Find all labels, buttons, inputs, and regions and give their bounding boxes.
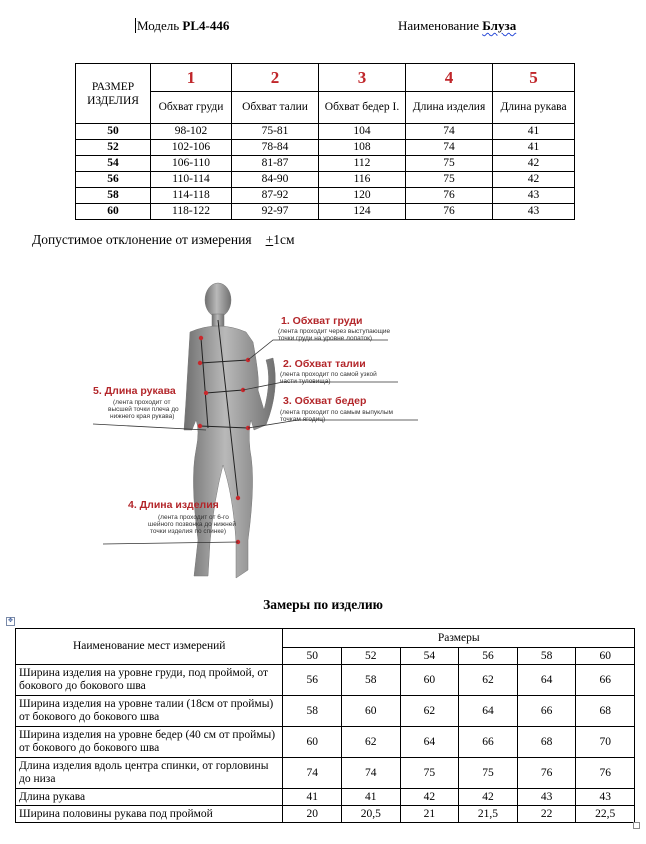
value-cell: 98-102 — [151, 124, 232, 140]
label-chest — [278, 315, 391, 342]
model-value: PL4-446 — [182, 18, 230, 33]
svg-text:нижнего края рукава): нижнего края рукава) — [110, 413, 175, 420]
value-cell: 78-84 — [232, 140, 319, 156]
table-row — [16, 696, 635, 727]
value-cell: 62 — [400, 696, 459, 727]
svg-text:5. Длина рукава: 5. Длина рукава — [93, 385, 176, 397]
value-cell: 41 — [283, 789, 342, 806]
value-cell: 104 — [319, 124, 406, 140]
table-row — [16, 789, 635, 806]
table-row — [16, 758, 635, 789]
size-header-cell: 58 — [517, 648, 576, 665]
size-header-cell: 52 — [342, 648, 401, 665]
size-cell: 54 — [76, 156, 151, 172]
measure-label: Ширина изделия на уровне груди, под проймой, от бокового до бокового шва — [16, 665, 283, 696]
svg-text:(лента проходит через выступаю: (лента проходит через выступающие — [278, 328, 391, 335]
measure-label: Ширина половины рукава под проймой — [16, 806, 283, 823]
size-header-cell: 50 — [283, 648, 342, 665]
col-number: 3 — [319, 64, 406, 92]
value-cell: 42 — [400, 789, 459, 806]
measurements-title: Замеры по изделию — [263, 597, 383, 612]
svg-text:(лента проходит по самым выпук: (лента проходит по самым выпуклым — [280, 409, 393, 416]
size-cell: 60 — [76, 204, 151, 220]
table-row — [76, 140, 575, 156]
value-cell: 66 — [517, 696, 576, 727]
svg-text:4. Длина изделия: 4. Длина изделия — [128, 499, 219, 511]
value-cell: 75-81 — [232, 124, 319, 140]
size-cell: 58 — [76, 188, 151, 204]
value-cell: 102-106 — [151, 140, 232, 156]
measure-label: Длина рукава — [16, 789, 283, 806]
table-resize-handle[interactable] — [633, 822, 640, 829]
col-header: Обхват бедер I. — [319, 92, 406, 124]
measure-label: Длина изделия вдоль центра спинки, от горловины до низа — [16, 758, 283, 789]
value-cell: 20 — [283, 806, 342, 823]
value-cell: 41 — [493, 124, 575, 140]
value-cell: 74 — [283, 758, 342, 789]
svg-text:(лента проходит от: (лента проходит от — [113, 399, 171, 406]
svg-text:(лента проходит от 6-го: (лента проходит от 6-го — [158, 514, 229, 521]
svg-text:шейного позвонка до нижней: шейного позвонка до нижней — [148, 521, 236, 528]
name-value: Блуза — [482, 18, 517, 33]
value-cell: 92-97 — [232, 204, 319, 220]
value-cell: 116 — [319, 172, 406, 188]
svg-text:2. Обхват талии: 2. Обхват талии — [283, 358, 366, 370]
value-cell: 60 — [283, 727, 342, 758]
value-cell: 87-92 — [232, 188, 319, 204]
plus-minus-sign: + — [265, 232, 274, 247]
col-header: Длина рукава — [493, 92, 575, 124]
label-waist — [280, 358, 377, 385]
value-cell: 68 — [517, 727, 576, 758]
value-cell: 75 — [400, 758, 459, 789]
value-cell: 76 — [576, 758, 635, 789]
table-move-handle[interactable]: ✥ — [7, 618, 14, 624]
value-cell: 112 — [319, 156, 406, 172]
value-cell: 42 — [493, 172, 575, 188]
value-cell: 58 — [283, 696, 342, 727]
label-sleeve — [93, 385, 179, 420]
value-cell: 56 — [283, 665, 342, 696]
size-header-cell: 54 — [400, 648, 459, 665]
value-cell: 21,5 — [459, 806, 518, 823]
measure-label: Ширина изделия на уровне талии (18см от проймы) от бокового до бокового шва — [16, 696, 283, 727]
value-cell: 21 — [400, 806, 459, 823]
table-row — [76, 124, 575, 140]
svg-text:точки груди на уровне лопаток): точки груди на уровне лопаток) — [278, 335, 373, 342]
label-length — [128, 499, 236, 535]
svg-text:точкам ягодиц): точкам ягодиц) — [280, 416, 326, 423]
size-corner-header: РАЗМЕР ИЗДЕЛИЯ — [76, 64, 151, 124]
value-cell: 114-118 — [151, 188, 232, 204]
table-row — [76, 156, 575, 172]
table-row — [76, 172, 575, 188]
table-row — [76, 188, 575, 204]
value-cell: 41 — [342, 789, 401, 806]
value-cell: 74 — [406, 124, 493, 140]
col-number: 5 — [493, 64, 575, 92]
value-cell: 76 — [406, 188, 493, 204]
value-cell: 66 — [576, 665, 635, 696]
tolerance-note — [32, 232, 295, 248]
model-line — [135, 18, 229, 34]
value-cell: 120 — [319, 188, 406, 204]
value-cell: 81-87 — [232, 156, 319, 172]
value-cell: 60 — [342, 696, 401, 727]
value-cell: 74 — [342, 758, 401, 789]
col-header: Обхват талии — [232, 92, 319, 124]
svg-text:точки изделия по спинке): точки изделия по спинке) — [150, 528, 227, 535]
tolerance-value: 1см — [273, 232, 295, 247]
measurements-table — [15, 628, 635, 823]
value-cell: 75 — [406, 156, 493, 172]
value-cell: 75 — [459, 758, 518, 789]
size-header-cell: 60 — [576, 648, 635, 665]
svg-text:высшей точки плеча до: высшей точки плеча до — [108, 406, 179, 413]
value-cell: 64 — [459, 696, 518, 727]
value-cell: 84-90 — [232, 172, 319, 188]
table-row — [16, 806, 635, 823]
value-cell: 110-114 — [151, 172, 232, 188]
value-cell: 20,5 — [342, 806, 401, 823]
col-number: 4 — [406, 64, 493, 92]
value-cell: 62 — [459, 665, 518, 696]
sizes-header: Размеры — [283, 629, 635, 648]
size-cell: 52 — [76, 140, 151, 156]
value-cell: 62 — [342, 727, 401, 758]
svg-text:1. Обхват груди: 1. Обхват груди — [281, 315, 363, 327]
value-cell: 22,5 — [576, 806, 635, 823]
size-header-cell: 56 — [459, 648, 518, 665]
table-row — [16, 727, 635, 758]
value-cell: 43 — [517, 789, 576, 806]
measurement-figure — [88, 280, 428, 590]
table-row — [16, 665, 635, 696]
text-cursor — [135, 18, 136, 33]
name-column-header: Наименование мест измерений — [16, 629, 283, 665]
value-cell: 70 — [576, 727, 635, 758]
name-line — [398, 18, 516, 34]
value-cell: 41 — [493, 140, 575, 156]
col-number: 2 — [232, 64, 319, 92]
value-cell: 42 — [459, 789, 518, 806]
svg-text:(лента проходит по самой узкой: (лента проходит по самой узкой — [280, 371, 377, 378]
col-number: 1 — [151, 64, 232, 92]
value-cell: 64 — [400, 727, 459, 758]
value-cell: 42 — [493, 156, 575, 172]
value-cell: 124 — [319, 204, 406, 220]
value-cell: 22 — [517, 806, 576, 823]
measure-label: Ширина изделия на уровне бедер (40 см от проймы) от бокового до бокового шва — [16, 727, 283, 758]
table-row — [76, 204, 575, 220]
value-cell: 43 — [576, 789, 635, 806]
value-cell: 76 — [406, 204, 493, 220]
value-cell: 118-122 — [151, 204, 232, 220]
size-table — [75, 63, 575, 220]
value-cell: 68 — [576, 696, 635, 727]
value-cell: 58 — [342, 665, 401, 696]
model-label: Модель — [137, 18, 183, 33]
size-cell: 56 — [76, 172, 151, 188]
value-cell: 74 — [406, 140, 493, 156]
value-cell: 106-110 — [151, 156, 232, 172]
tolerance-text: Допустимое отклонение от измерения — [32, 232, 252, 247]
value-cell: 43 — [493, 204, 575, 220]
value-cell: 108 — [319, 140, 406, 156]
value-cell: 60 — [400, 665, 459, 696]
value-cell: 64 — [517, 665, 576, 696]
col-header: Обхват груди — [151, 92, 232, 124]
value-cell: 76 — [517, 758, 576, 789]
value-cell: 66 — [459, 727, 518, 758]
value-cell: 43 — [493, 188, 575, 204]
size-cell: 50 — [76, 124, 151, 140]
value-cell: 75 — [406, 172, 493, 188]
name-label: Наименование — [398, 18, 483, 33]
col-header: Длина изделия — [406, 92, 493, 124]
svg-text:части туловища): части туловища) — [280, 378, 331, 385]
svg-text:3. Обхват бедер: 3. Обхват бедер — [283, 395, 367, 407]
label-hips — [280, 395, 394, 423]
